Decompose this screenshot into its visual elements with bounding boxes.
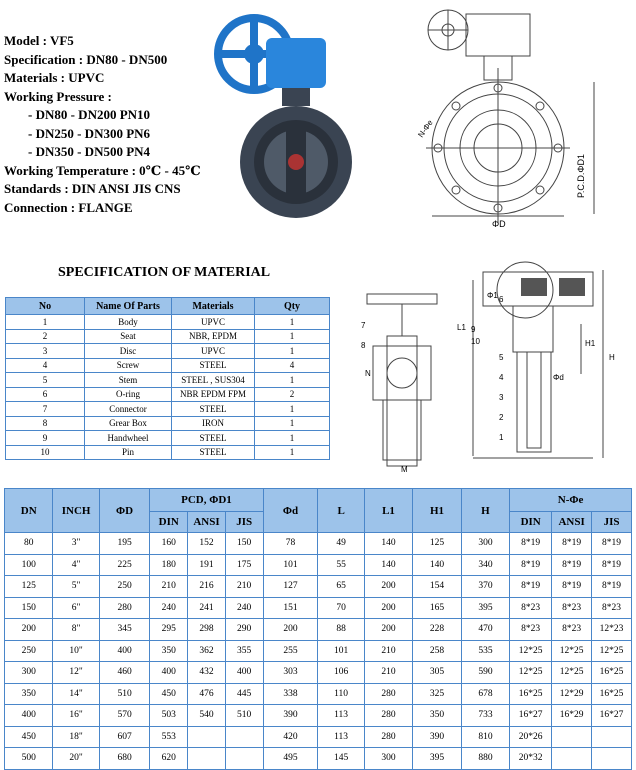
l1-label: L1 [457,323,466,332]
table-cell: 16*29 [552,705,592,727]
col-l1: L1 [364,489,412,533]
table-cell: 6 [6,387,85,402]
table-cell: 4 [255,358,330,373]
table-cell: 12*23 [592,619,632,641]
table-cell: 680 [99,748,150,770]
table-row [5,662,632,684]
material-heading: SPECIFICATION OF MATERIAL [58,265,271,280]
pressure-line-1: - DN80 - DN200 PN10 [28,107,151,122]
table-cell: 80 [5,533,53,555]
table-cell: 350 [150,640,188,662]
table-cell: 216 [188,576,226,598]
table-cell: 432 [188,662,226,684]
col-ne-jis: JIS [592,512,632,533]
table-cell: 445 [225,683,263,705]
table-cell: 1 [255,329,330,344]
table-cell: 20*26 [510,726,552,748]
table-cell: STEEL [172,358,255,373]
pcd-label: P.C.D.ΦD1 [576,153,586,198]
table-cell: 340 [461,554,509,576]
table-row [6,431,330,446]
table-cell: 350 [5,683,53,705]
table-cell: Stem [85,373,172,388]
part-number-1: 1 [499,433,504,442]
table-cell: 8*19 [510,576,552,598]
table-cell: 8*23 [510,597,552,619]
table-cell: 12*25 [510,640,552,662]
table-cell [552,748,592,770]
table-cell: 1 [255,402,330,417]
table-cell: 7 [6,402,85,417]
table-row [5,705,632,727]
part-number-6: 6 [499,295,504,304]
m-label: M [401,465,408,474]
h1-label: H1 [585,339,596,348]
table-cell: 500 [5,748,53,770]
table-row [5,748,632,770]
table-row [6,315,330,330]
table-row [6,344,330,359]
table-cell: NBR, EPDM [172,329,255,344]
table-cell: Disc [85,344,172,359]
table-cell: 8*19 [592,576,632,598]
table-cell: 140 [413,554,461,576]
table-cell: 280 [364,726,412,748]
table-row [6,373,330,388]
table-cell: 12" [53,662,99,684]
table-cell: 200 [364,619,412,641]
table-cell: 1 [6,315,85,330]
table-cell: 5" [53,576,99,598]
table-cell: Grear Box [85,416,172,431]
table-cell: IRON [172,416,255,431]
part-number-2: 2 [499,413,504,422]
table-cell: 280 [364,683,412,705]
table-cell: 8 [6,416,85,431]
col-l: L [318,489,364,533]
table-cell: 101 [318,640,364,662]
table-cell: 3 [6,344,85,359]
table-cell: 305 [413,662,461,684]
side-view-drawing [353,250,633,475]
col-no: No [6,298,85,315]
table-cell: 127 [263,576,318,598]
table-cell: 590 [461,662,509,684]
valve-photo [206,12,386,222]
table-cell: 300 [364,748,412,770]
table-cell: 678 [461,683,509,705]
table-cell [188,726,226,748]
table-cell: 241 [188,597,226,619]
table-cell: 8*23 [592,597,632,619]
table-cell: 258 [413,640,461,662]
table-cell: 540 [188,705,226,727]
table-cell: 10" [53,640,99,662]
table-cell: 8*23 [552,597,592,619]
table-cell: 12*25 [592,640,632,662]
col-h: H [461,489,509,533]
col-dn: DN [5,489,53,533]
col-pcd: PCD, ΦD1 [150,489,263,512]
table-cell: NBR EPDM FPM [172,387,255,402]
pressure-line-2: - DN250 - DN300 PN6 [28,125,151,141]
table-cell: 151 [263,597,318,619]
table-cell: 16*25 [592,662,632,684]
table-row [5,619,632,641]
table-cell: 1 [255,373,330,388]
table-cell: 18" [53,726,99,748]
table-cell: 607 [99,726,150,748]
table-cell: 154 [413,576,461,598]
col-h1: H1 [413,489,461,533]
table-cell: 280 [99,597,150,619]
table-cell: 298 [188,619,226,641]
table-row [5,726,632,748]
table-cell: 210 [364,662,412,684]
table-cell: Body [85,315,172,330]
table-row [5,554,632,576]
table-cell: 8*23 [552,619,592,641]
table-cell: 150 [5,597,53,619]
table-cell: 200 [263,619,318,641]
table-cell: STEEL [172,402,255,417]
table-cell: 450 [5,726,53,748]
table-cell: Seat [85,329,172,344]
table-cell: 8*19 [510,533,552,555]
table-row [5,533,632,555]
table-cell: 165 [413,597,461,619]
table-cell: 180 [150,554,188,576]
table-cell: 152 [188,533,226,555]
table-cell: 400 [225,662,263,684]
table-cell: 16*27 [510,705,552,727]
table-cell: 110 [318,683,364,705]
table-cell: 503 [150,705,188,727]
table-cell: 400 [150,662,188,684]
table-cell: UPVC [172,344,255,359]
front-view-drawing [408,8,630,230]
n-label: N [365,369,371,378]
table-cell: 280 [364,705,412,727]
table-cell: 450 [150,683,188,705]
table-cell: 733 [461,705,509,727]
table-cell: 255 [263,640,318,662]
table-cell: 16*27 [592,705,632,727]
table-cell: 300 [5,662,53,684]
table-cell: 16*25 [510,683,552,705]
table-cell [592,748,632,770]
table-cell: STEEL , SUS304 [172,373,255,388]
col-materials: Materials [172,298,255,315]
table-row [5,640,632,662]
table-cell: 20*32 [510,748,552,770]
table-cell: 510 [99,683,150,705]
table-cell: 395 [413,748,461,770]
table-cell: 250 [99,576,150,598]
table-cell: 9 [6,431,85,446]
table-cell: O-ring [85,387,172,402]
table-cell: 200 [364,576,412,598]
pressure-line-3: - DN350 - DN500 PN4 [28,144,151,159]
table-cell: 12*25 [552,662,592,684]
table-cell: 210 [225,576,263,598]
table-cell: 570 [99,705,150,727]
col-ne-ansi: ANSI [552,512,592,533]
table-cell: 200 [364,597,412,619]
dimension-rows [5,533,632,770]
table-cell: 420 [263,726,318,748]
table-cell: 113 [318,705,364,727]
table-cell: 553 [150,726,188,748]
table-cell: 495 [263,748,318,770]
table-cell: 8*23 [510,619,552,641]
table-cell: 175 [225,554,263,576]
h-label: H [609,353,615,362]
table-row [5,597,632,619]
table-cell [552,726,592,748]
table-cell: 470 [461,619,509,641]
table-row [6,416,330,431]
connection-line: Connection : FLANGE [4,199,133,215]
table-cell: 1 [255,431,330,446]
part-number-3: 3 [499,393,504,402]
table-cell: 8*19 [592,554,632,576]
table-row [5,683,632,705]
part-number-9: 9 [471,325,476,334]
temperature-line: Working Temperature : 0℃ - 45℃ [4,162,201,178]
table-cell: 125 [5,576,53,598]
specification-line: Specification : DN80 - DN500 [4,51,168,67]
table-cell: 145 [318,748,364,770]
table-cell: 345 [99,619,150,641]
table-cell: 476 [188,683,226,705]
material-rows [6,315,330,460]
model-line: Model : VF5 [4,33,74,48]
table-row [5,576,632,598]
table-cell: 303 [263,662,318,684]
table-cell: 12*25 [552,640,592,662]
table-cell: STEEL [172,445,255,460]
table-cell: 5 [6,373,85,388]
table-cell: 191 [188,554,226,576]
table-cell: 4 [6,358,85,373]
table-cell: 8*19 [552,554,592,576]
table-cell: Connector [85,402,172,417]
phid-label: Φd [553,373,564,382]
part-number-5: 5 [499,353,504,362]
table-cell: 195 [99,533,150,555]
table-cell: 620 [150,748,188,770]
table-cell: 250 [5,640,53,662]
table-cell: 4" [53,554,99,576]
table-cell: 350 [413,705,461,727]
table-cell: 880 [461,748,509,770]
table-cell: 362 [188,640,226,662]
table-cell: 810 [461,726,509,748]
table-cell: 2 [255,387,330,402]
table-cell: 370 [461,576,509,598]
table-cell: 16" [53,705,99,727]
table-cell: 325 [413,683,461,705]
col-qty: Qty [255,298,330,315]
table-row [6,445,330,460]
part-number-8: 8 [361,341,366,350]
table-cell: 14" [53,683,99,705]
table-cell: 140 [364,533,412,555]
table-cell: 8*19 [510,554,552,576]
table-cell: 8*19 [552,533,592,555]
table-cell: 355 [225,640,263,662]
table-cell: 10 [6,445,85,460]
table-cell: 20" [53,748,99,770]
table-cell: 295 [150,619,188,641]
table-cell: 510 [225,705,263,727]
table-cell: 2 [6,329,85,344]
table-cell: 12*29 [552,683,592,705]
table-cell: 400 [5,705,53,727]
table-cell: 338 [263,683,318,705]
table-cell: 8*19 [552,576,592,598]
table-cell: 228 [413,619,461,641]
table-cell: 125 [413,533,461,555]
table-cell: 1 [255,445,330,460]
dimension-table [4,488,632,770]
table-cell: Screw [85,358,172,373]
col-pcd-ansi: ANSI [188,512,226,533]
table-cell: 390 [263,705,318,727]
table-cell: 400 [99,640,150,662]
table-cell: STEEL [172,431,255,446]
table-cell: 140 [364,554,412,576]
table-cell: 535 [461,640,509,662]
table-cell: 113 [318,726,364,748]
part-number-7: 7 [361,321,366,330]
table-row [6,402,330,417]
table-cell: 8" [53,619,99,641]
table-cell: 240 [150,597,188,619]
table-cell: 101 [263,554,318,576]
working-pressure-line: Working Pressure : [4,88,112,104]
table-cell: 395 [461,597,509,619]
table-cell: 1 [255,315,330,330]
table-cell [225,726,263,748]
table-cell: Handwheel [85,431,172,446]
table-cell: 6" [53,597,99,619]
col-d: ΦD [99,489,150,533]
table-cell: 78 [263,533,318,555]
part-number-10: 10 [471,337,480,346]
table-cell [225,748,263,770]
table-cell: 225 [99,554,150,576]
material-table [5,297,330,460]
table-cell: 240 [225,597,263,619]
table-cell: UPVC [172,315,255,330]
col-pcd-din: DIN [150,512,188,533]
table-cell: 16*25 [592,683,632,705]
table-cell: Pin [85,445,172,460]
table-cell: 390 [413,726,461,748]
table-cell: 12*25 [510,662,552,684]
table-row [6,387,330,402]
spec-list [4,32,201,217]
table-cell: 3" [53,533,99,555]
ne-label: N-Φe [416,118,435,140]
table-cell: 100 [5,554,53,576]
table-cell: 1 [255,416,330,431]
table-cell: 55 [318,554,364,576]
col-inch: INCH [53,489,99,533]
table-cell: 70 [318,597,364,619]
table-cell [592,726,632,748]
table-row [6,329,330,344]
table-cell: 49 [318,533,364,555]
materials-line: Materials : UPVC [4,70,105,85]
table-cell: 88 [318,619,364,641]
col-phid: Φd [263,489,318,533]
phi1-label: Φ1 [487,291,498,300]
table-cell: 210 [150,576,188,598]
table-cell: 1 [255,344,330,359]
d-label: ΦD [492,219,506,229]
col-name: Name Of Parts [85,298,172,315]
table-cell: 150 [225,533,263,555]
table-cell: 8*19 [592,533,632,555]
table-cell: 200 [5,619,53,641]
table-row [6,358,330,373]
table-cell [188,748,226,770]
table-cell: 210 [364,640,412,662]
standards-line: Standards : DIN ANSI JIS CNS [4,181,181,196]
col-pcd-jis: JIS [225,512,263,533]
table-cell: 65 [318,576,364,598]
table-cell: 300 [461,533,509,555]
table-cell: 160 [150,533,188,555]
col-ne-din: DIN [510,512,552,533]
table-cell: 460 [99,662,150,684]
table-cell: 106 [318,662,364,684]
table-cell: 290 [225,619,263,641]
col-ne: N-Φe [510,489,632,512]
part-number-4: 4 [499,373,504,382]
